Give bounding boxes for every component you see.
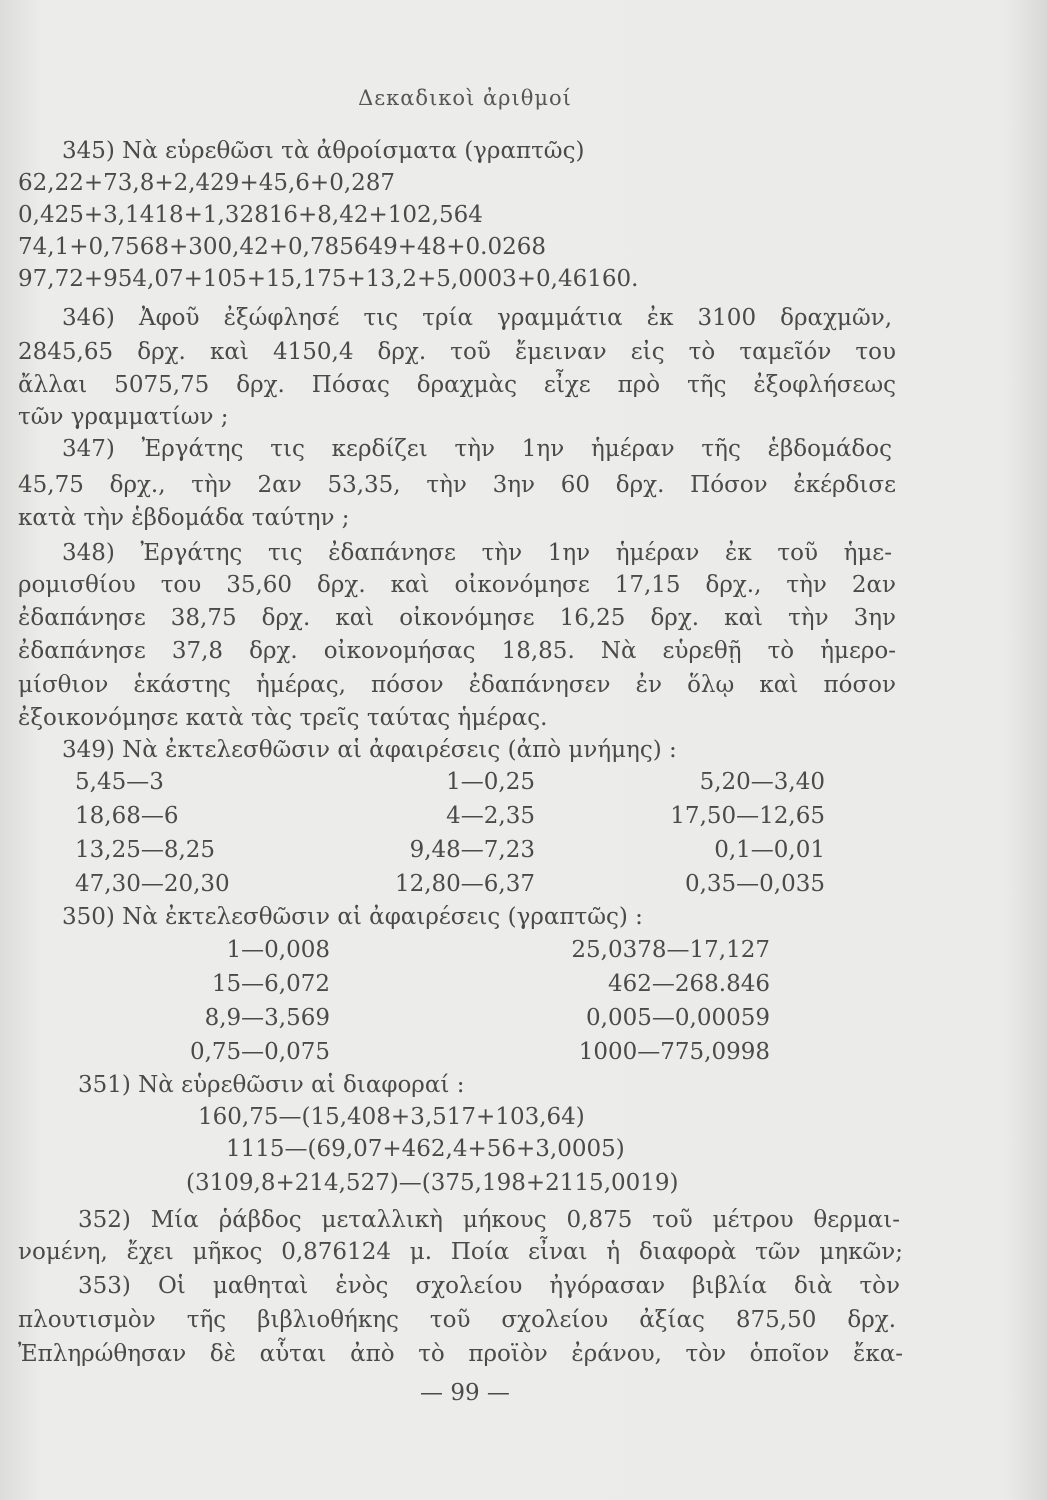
subtraction-item: 17,50—12,65 [670,803,825,829]
exercise-347-line: κατὰ τὴν ἑβδομάδα ταύτην ; [18,505,350,531]
subtraction-item: 9,48—7,23 [409,837,535,863]
exercise-345-line: 97,72+954,07+105+15,175+13,2+5,0003+0,46160. [18,266,639,292]
subtraction-item: 25,0378—17,127 [571,937,770,963]
subtraction-item: 0,005—0,00059 [586,1005,770,1031]
exercise-347-line: 45,75 δρχ., τὴν 2αν 53,35, τὴν 3ην 60 δρχ. Πόσον ἐκέρδισε [18,472,896,498]
exercise-353-line: 353) Οἱ μαθηταὶ ἑνὸς σχολείου ἠγόρασαν βιβλία διὰ τὸν [78,1273,900,1299]
subtraction-item: 13,25—8,25 [75,837,216,863]
exercise-352-line: νομένη, ἔχει μῆκος 0,876124 μ. Ποία εἶναι ἡ διαφορὰ τῶν μηκῶν; [18,1239,903,1265]
exercise-353-line: πλουτισμὸν τῆς βιβλιοθήκης τοῦ σχολείου ἀξίας 875,50 δρχ. [18,1307,896,1333]
subtraction-item: 5,20—3,40 [699,769,825,795]
subtraction-item: 47,30—20,30 [75,871,230,897]
exercise-348-line: ρομισθίου του 35,60 δρχ. καὶ οἰκονόμησε 17,15 δρχ., τὴν 2αν [18,572,896,598]
exercise-350-intro: 350) Νὰ ἐκτελεσθῶσιν αἱ ἀφαιρέσεις (γραπτῶς) : [62,904,643,930]
exercise-348-line: 348) Ἐργάτης τις ἐδαπάνησε τὴν 1ην ἡμέραν ἐκ τοῦ ἡμε- [62,540,892,566]
difference-expression: 160,75—(15,408+3,517+103,64) [198,1104,585,1130]
difference-expression: 1115—(69,07+462,4+56+3,0005) [226,1136,625,1162]
subtraction-item: 8,9—3,569 [204,1005,330,1031]
subtraction-item: 1—0,008 [226,937,330,963]
exercise-345-line: 62,22+73,8+2,429+45,6+0,287 [18,170,396,196]
page-header: Δεκαδικοὶ ἀριθμοί [358,86,572,110]
subtraction-item: 0,75—0,075 [189,1039,330,1065]
exercise-351-intro: 351) Νὰ εὑρεθῶσιν αἱ διαφοραί : [78,1072,465,1098]
subtraction-item: 0,1—0,01 [714,837,825,863]
exercise-348-line: ἐξοικονόμησε κατὰ τὰς τρεῖς ταύτας ἡμέρας. [18,705,548,731]
exercise-352-line: 352) Μία ῥάβδος μεταλλικὴ μήκους 0,875 τοῦ μέτρου θερμαι- [78,1207,900,1233]
subtraction-item: 462—268.846 [607,971,770,997]
subtraction-item: 1000—775,0998 [578,1039,770,1065]
difference-expression: (3109,8+214,527)—(375,198+2115,0019) [186,1170,679,1196]
subtraction-item: 12,80—6,37 [394,871,535,897]
exercise-348-line: μίσθιον ἑκάστης ἡμέρας, πόσον ἐδαπάνησεν ἐν ὅλῳ καὶ πόσον [18,672,896,698]
exercise-345-line: 0,425+3,1418+1,32816+8,42+102,564 [18,202,483,228]
exercise-348-line: ἐδαπάνησε 38,75 δρχ. καὶ οἰκονόμησε 16,25 δρχ. καὶ τὴν 3ην [18,605,896,631]
exercise-346-line: 346) Ἀφοῦ ἐξώφλησέ τις τρία γραμμάτια ἐκ 3100 δραχμῶν, [62,305,892,331]
subtraction-item: 4—2,35 [446,803,535,829]
subtraction-item: 5,45—3 [75,769,164,795]
exercise-346-line: 2845,65 δρχ. καὶ 4150,4 δρχ. τοῦ ἔμειναν εἰς τὸ ταμεῖόν του [18,339,896,365]
subtraction-item: 0,35—0,035 [684,871,825,897]
exercise-345-intro: 345) Νὰ εὑρεθῶσι τὰ ἀθροίσματα (γραπτῶς) [62,138,585,164]
exercise-346-line: ἄλλαι 5075,75 δρχ. Πόσας δραχμὰς εἶχε πρὸ τῆς ἐξοφλήσεως [18,372,896,398]
exercise-346-line: τῶν γραμματίων ; [18,404,229,430]
exercise-349-intro: 349) Νὰ ἐκτελεσθῶσιν αἱ ἀφαιρέσεις (ἀπὸ μνήμης) : [62,737,677,763]
subtraction-item: 15—6,072 [211,971,330,997]
exercise-348-line: ἐδαπάνησε 37,8 δρχ. οἰκονομήσας 18,85. Νὰ εὑρεθῇ τὸ ἡμερο- [18,638,896,664]
subtraction-item: 18,68—6 [75,803,179,829]
subtraction-item: 1—0,25 [446,769,535,795]
page-number: — 99 — [420,1380,510,1406]
exercise-353-line: Ἐπληρώθησαν δὲ αὗται ἀπὸ τὸ προϊὸν ἐράνου, τὸν ὁποῖον ἔκα- [18,1341,903,1367]
exercise-347-line: 347) Ἐργάτης τις κερδίζει τὴν 1ην ἡμέραν τῆς ἑβδομάδος [62,436,892,462]
exercise-345-line: 74,1+0,7568+300,42+0,785649+48+0.0268 [18,234,547,260]
